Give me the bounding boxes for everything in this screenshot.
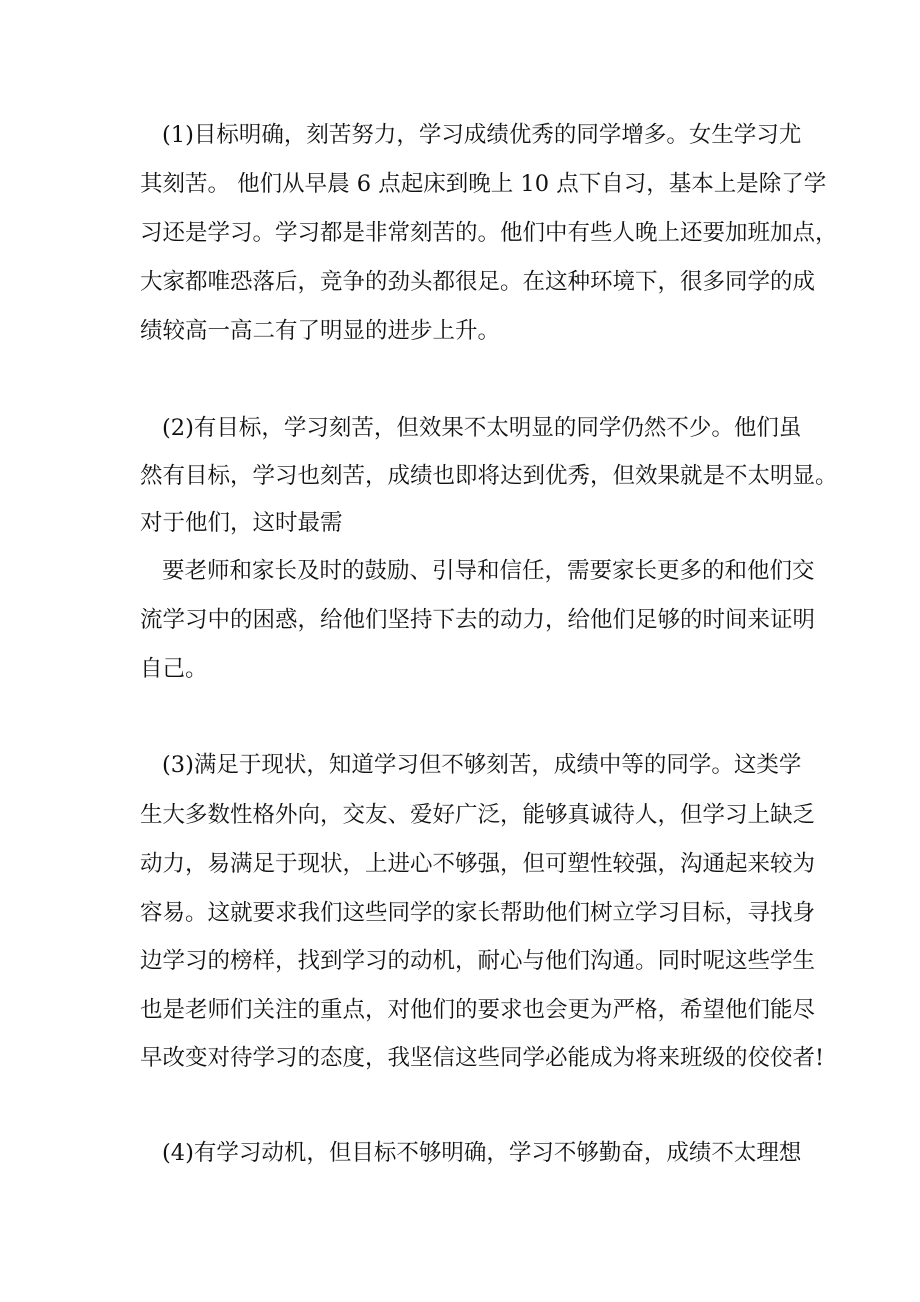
paragraph-2-line-3: 对于他们，这时最需: [140, 510, 343, 536]
paragraph-1-line-4: 大家都唯恐落后，竞争的劲头都很足。在这种环境下，很多同学的成: [140, 269, 816, 295]
paragraph-4-line-3: 动力，易满足于现状，上进心不够强，但可塑性较强，沟通起来较为: [140, 851, 816, 877]
paragraph-3-line-1: 要老师和家长及时的鼓励、引导和信任，需要家长更多的和他们交: [162, 558, 815, 584]
paragraph-4-line-2: 生大多数性格外向，交友、爱好广泛，能够真诚待人，但学习上缺乏: [140, 802, 816, 828]
paragraph-4-line-1: (3)满足于现状，知道学习但不够刻苦，成绩中等的同学。这类学: [162, 752, 802, 778]
paragraph-1-line-2: 其刻苦。 他们从早晨 6 点起床到晚上 10 点下自习，基本上是除了学: [140, 171, 827, 197]
paragraph-1-line-1: (1)目标明确，刻苦努力，学习成绩优秀的同学增多。女生学习尤: [162, 122, 802, 148]
paragraph-4-line-4: 容易。这就要求我们这些同学的家长帮助他们树立学习目标，寻找身: [140, 900, 816, 926]
paragraph-1-line-5: 绩较高一高二有了明显的进步上升。: [140, 318, 501, 344]
paragraph-4-line-5: 边学习的榜样，找到学习的动机，耐心与他们沟通。同时呢这些学生: [140, 948, 816, 974]
paragraph-5-line-1: (4)有学习动机，但目标不够明确，学习不够勤奋，成绩不太理想: [162, 1140, 802, 1166]
paragraph-3-line-2: 流学习中的困惑，给他们坚持下去的动力，给他们足够的时间来证明: [140, 607, 816, 633]
paragraph-4-line-6: 也是老师们关注的重点，对他们的要求也会更为严格，希望他们能尽: [140, 997, 816, 1023]
paragraph-2-line-2: 然有目标，学习也刻苦，成绩也即将达到优秀，但效果就是不太明显。: [140, 463, 838, 489]
paragraph-4-line-7: 早改变对待学习的态度，我坚信这些同学必能成为将来班级的佼佼者!: [140, 1045, 825, 1071]
paragraph-2-line-1: (2)有目标，学习刻苦，但效果不太明显的同学仍然不少。他们虽: [162, 415, 802, 441]
paragraph-3-line-3: 自己。: [140, 656, 208, 682]
paragraph-1-line-3: 习还是学习。学习都是非常刻苦的。他们中有些人晚上还要加班加点，: [140, 220, 838, 246]
